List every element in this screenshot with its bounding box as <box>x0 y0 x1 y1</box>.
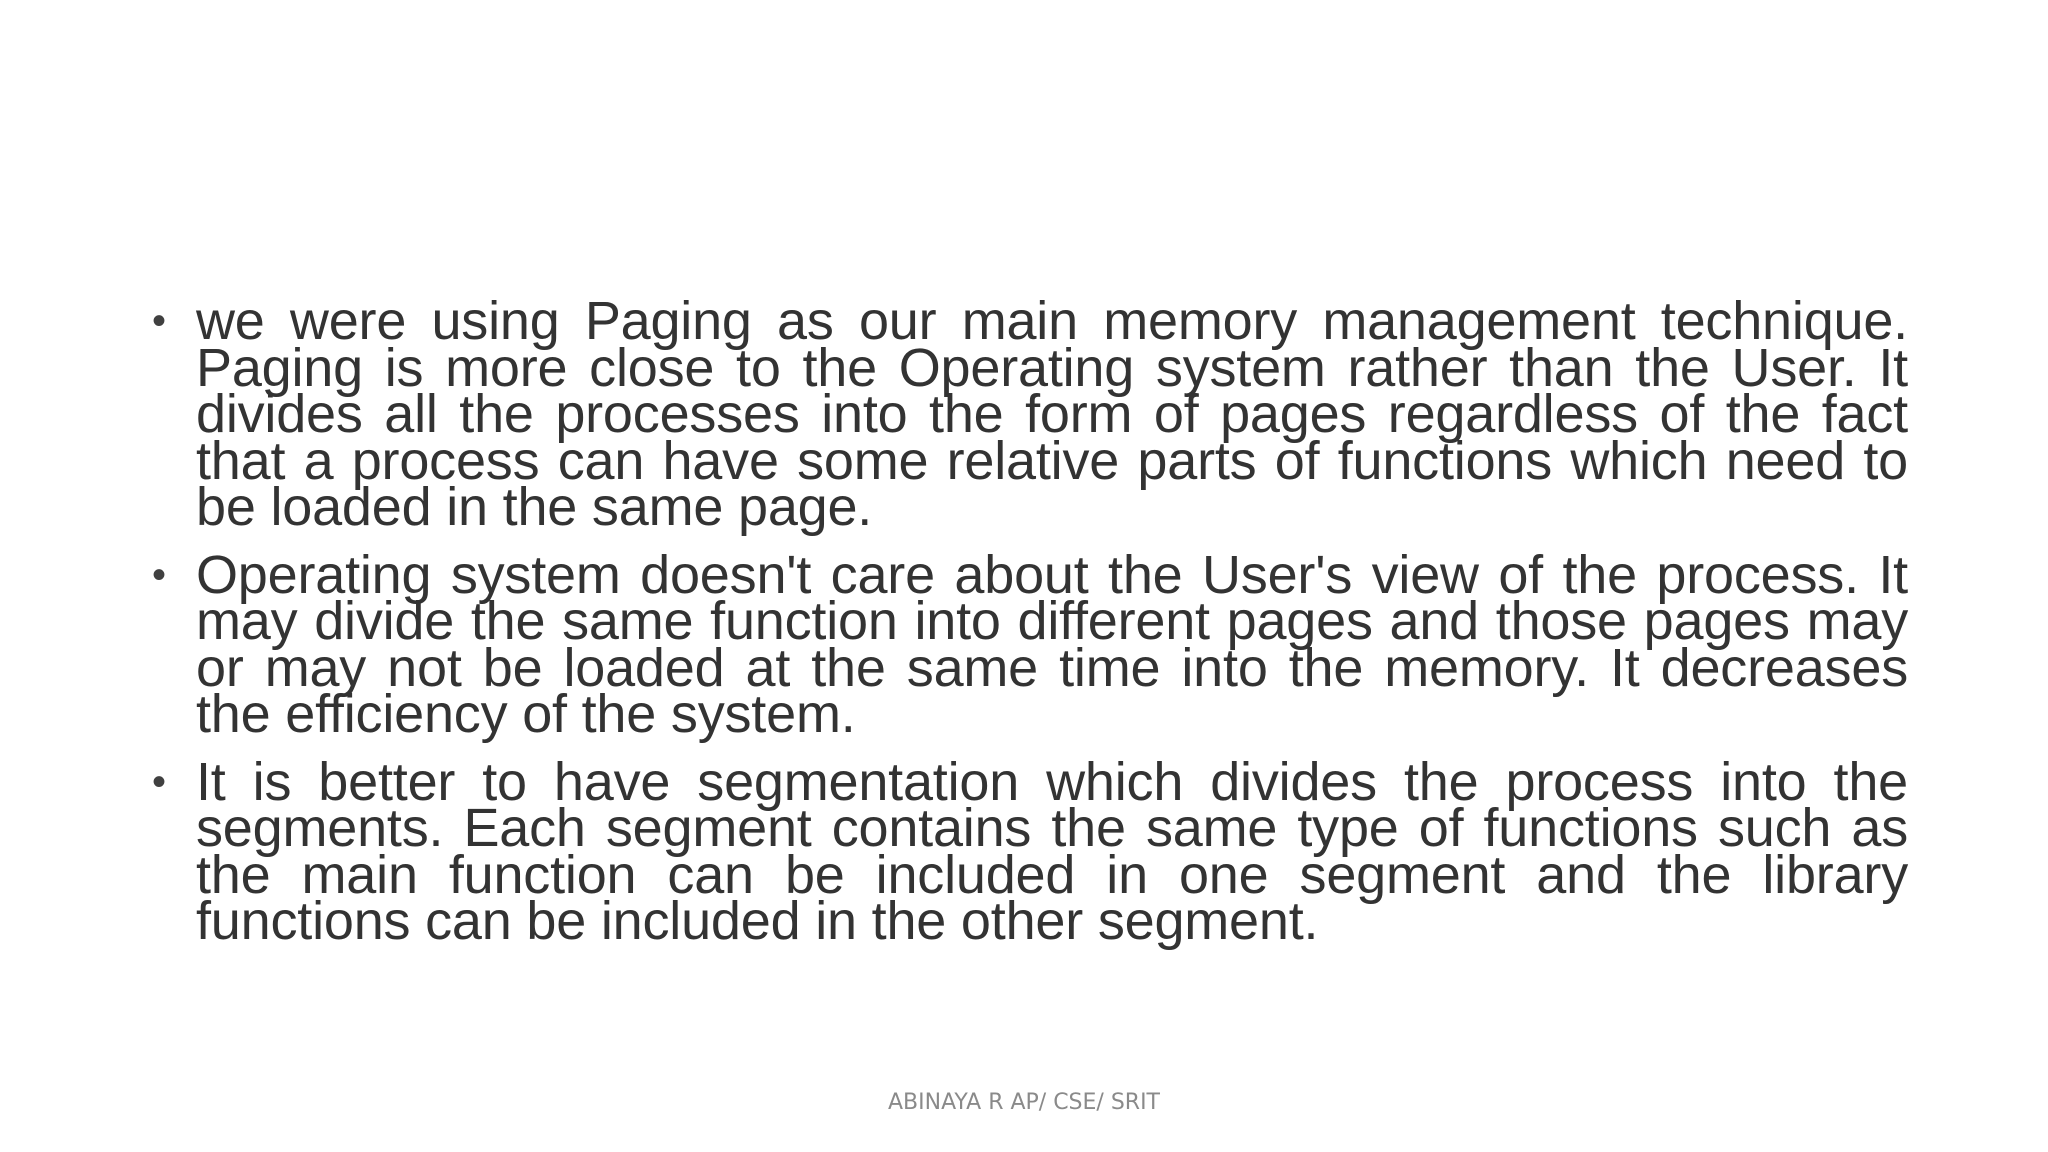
bullet-list <box>148 291 1908 966</box>
bullet-text: we were using Paging as our main memory management technique. Paging is more close to the Operating system rather than the User. It divides all the processes into the form of pages regardless of the fact that a process can have some relative parts of functions which need to be loaded in the same page. <box>196 291 1908 537</box>
bullet-item-paging <box>148 291 1908 537</box>
bullet-item-segmentation <box>148 751 1908 951</box>
bullet-text: It is better to have segmentation which divides the process into the segments. Each segment contains the same type of functions such as the main function can be included in one segment and the library functions can be included in the other segment. <box>196 751 1908 951</box>
slide-footer: ABINAYA R AP/ CSE/ SRIT <box>887 1090 1160 1115</box>
bullet-marker: • <box>152 552 166 597</box>
bullet-marker: • <box>152 299 166 343</box>
bullet-text: Operating system doesn't care about the User's view of the process. It may divide the same function into different pages and those pages may or may not be loaded at the same time into the memory. It decreases the efficiency of the system. <box>196 544 1908 744</box>
bullet-marker: • <box>152 759 166 804</box>
bullet-item-os-view <box>148 544 1908 744</box>
